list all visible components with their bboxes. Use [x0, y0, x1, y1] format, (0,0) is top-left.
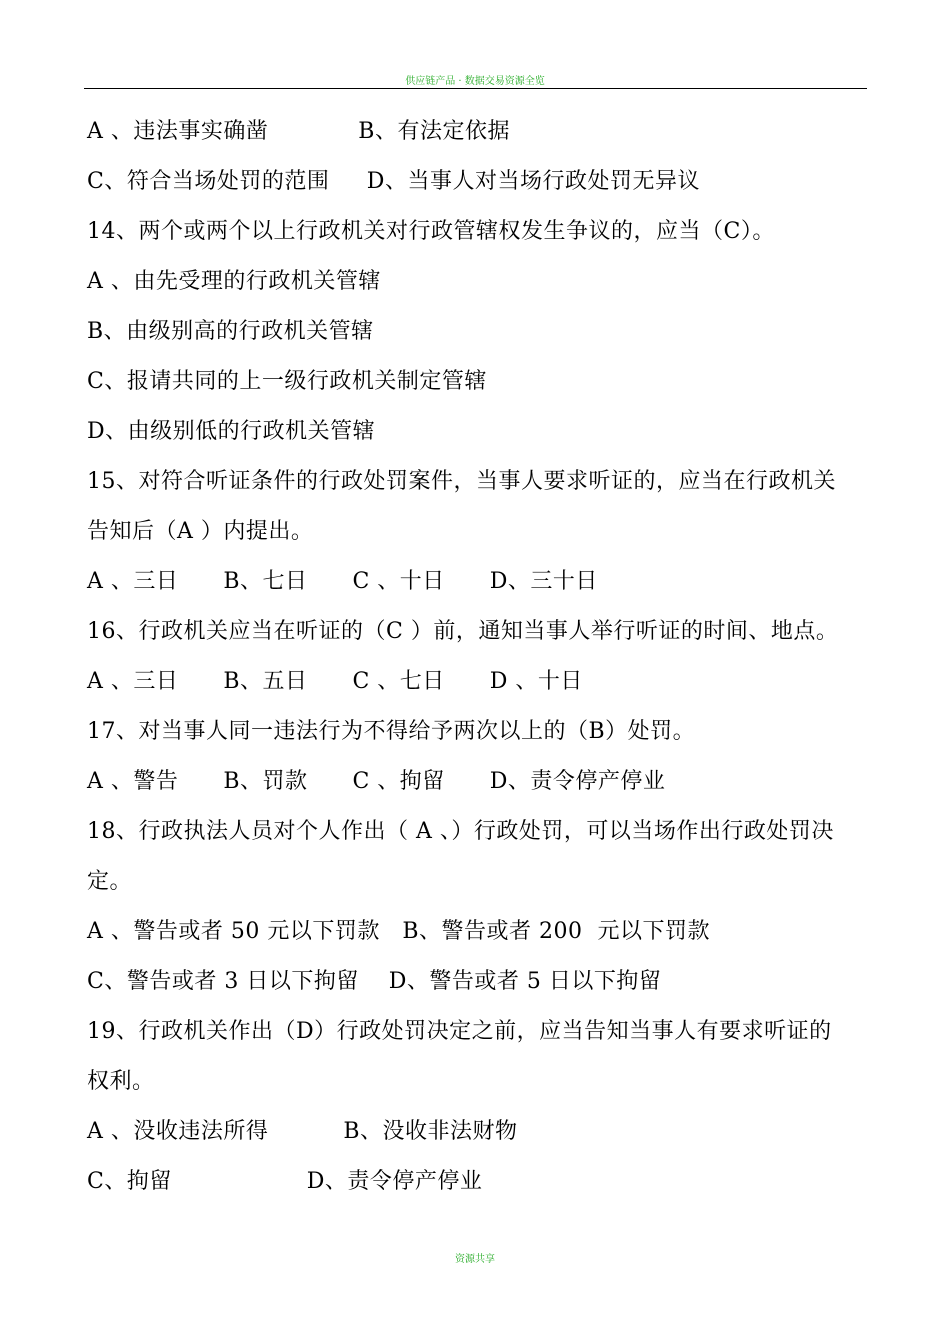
document-body: [87, 113, 877, 1213]
question-15: 15、对符合听证条件的行政处罚案件，当事人要求听证的，应当在行政机关: [87, 469, 836, 494]
text-line: A 、警告或者 50 元以下罚款 B、警告或者 200 元以下罚款: [87, 919, 710, 944]
page-header-text: 供应链产品 · 数据交易资源全览: [405, 76, 545, 87]
text-line: B、由级别高的行政机关管辖: [87, 319, 374, 344]
text-line: 告知后（A ）内提出。: [87, 519, 314, 544]
text-line: 定。: [87, 869, 133, 894]
text-line: A 、违法事实确凿 B、有法定依据: [87, 119, 510, 144]
question-17: 17、对当事人同一违法行为不得给予两次以上的（B）处罚。: [87, 719, 696, 744]
text-line: C、拘留 D、责令停产停业: [87, 1169, 483, 1194]
text-line: D、由级别低的行政机关管辖: [87, 419, 376, 444]
text-line: C、符合当场处罚的范围 D、当事人对当场行政处罚无异议: [87, 169, 700, 194]
text-line: A 、警告 B、罚款 C 、拘留 D、责令停产停业: [87, 769, 666, 794]
text-line: C、报请共同的上一级行政机关制定管辖: [87, 369, 487, 394]
question-16: 16、行政机关应当在听证的（C ）前，通知当事人举行听证的时间、地点。: [87, 619, 839, 644]
text-line: C、警告或者 3 日以下拘留 D、警告或者 5 日以下拘留: [87, 969, 662, 994]
text-line: A 、由先受理的行政机关管辖: [87, 269, 381, 294]
text-line: A 、三日 B、五日 C 、七日 D 、十日: [87, 669, 583, 694]
question-19: 19、行政机关作出（D）行政处罚决定之前，应当告知当事人有要求听证的: [87, 1019, 832, 1044]
header-rule: [84, 88, 867, 89]
text-line: A 、没收违法所得 B、没收非法财物: [87, 1119, 518, 1144]
question-18: 18、行政执法人员对个人作出（ A 、）行政处罚，可以当场作出行政处罚决: [87, 819, 834, 844]
page-footer-text: 资源共享: [455, 1254, 495, 1265]
text-line: 权利。: [87, 1069, 155, 1094]
question-14: 14、两个或两个以上行政机关对行政管辖权发生争议的，应当（C）。: [87, 219, 775, 244]
text-line: A 、三日 B、七日 C 、十日 D、三十日: [87, 569, 598, 594]
